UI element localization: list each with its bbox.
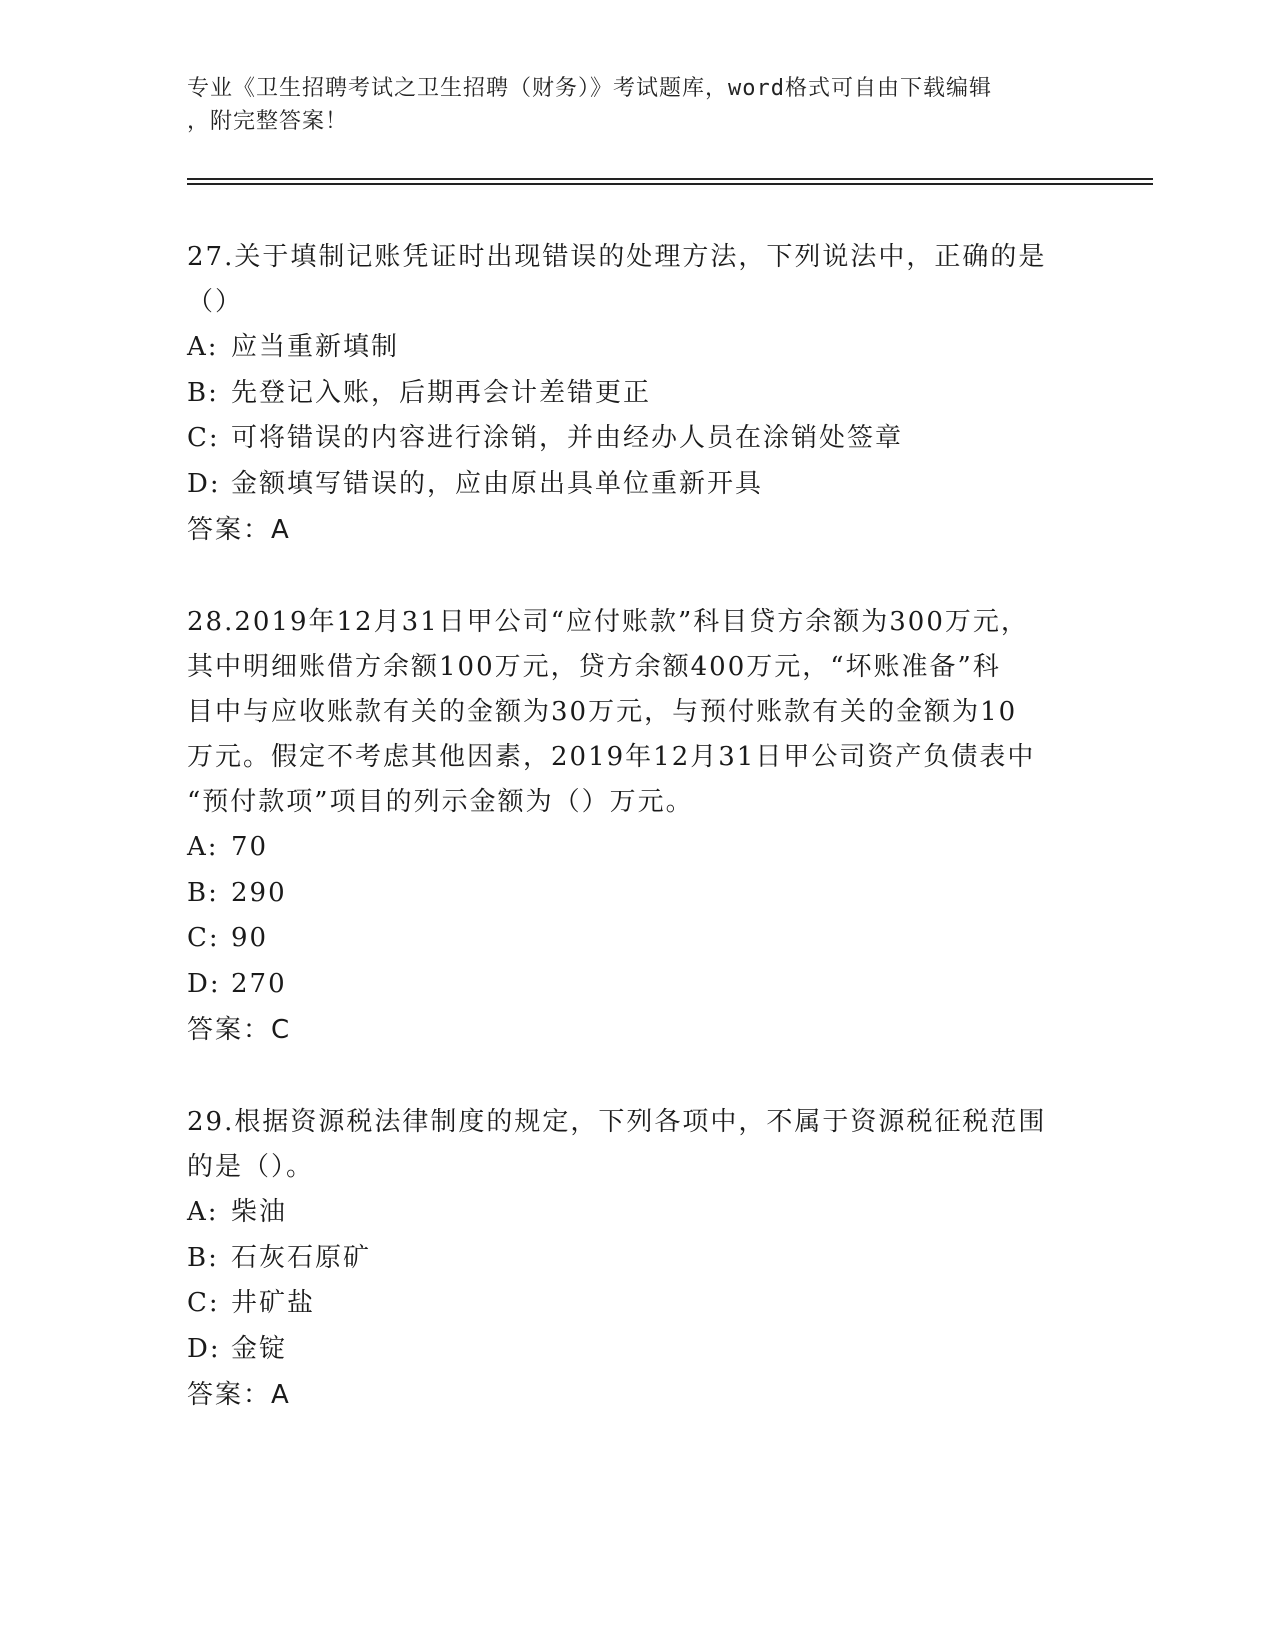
option-c (187, 1281, 1087, 1327)
option-text: 井矿盐 (231, 1288, 316, 1318)
option-key: D: (187, 1333, 221, 1364)
option-text: 290 (231, 877, 287, 908)
option-b (187, 1236, 1087, 1282)
question-text-line: 29.根据资源税法律制度的规定，下列各项中，不属于资源税征税范围 (187, 1107, 1047, 1137)
option-text: 90 (231, 923, 269, 953)
header-line-1: 专业《卫生招聘考试之卫生招聘（财务）》考试题库，word格式可自由下载编辑 (187, 76, 992, 101)
option-key: C: (187, 1288, 220, 1318)
question-text-line: （） (187, 287, 244, 317)
question-29 (187, 1100, 1087, 1418)
answer-label: 答案：A (187, 515, 291, 545)
option-text: 应当重新填制 (231, 332, 400, 362)
option-key: A: (187, 1197, 219, 1227)
option-a (187, 1190, 1087, 1236)
option-key: D: (187, 968, 221, 999)
header-line-2: ，附完整答案！ (187, 109, 349, 134)
option-key: C: (187, 423, 220, 453)
question-text-line: 27.关于填制记账凭证时出现错误的处理方法，下列说法中，正确的是 (187, 242, 1047, 272)
option-a (187, 825, 1087, 871)
option-text: 70 (231, 832, 269, 862)
option-text: 柴油 (231, 1197, 288, 1227)
option-text: 270 (231, 968, 287, 999)
question-28 (187, 600, 1087, 1053)
question-27 (187, 235, 1087, 553)
header-divider-bottom (187, 183, 1153, 185)
option-key: D: (187, 468, 221, 499)
option-d (187, 462, 1087, 508)
option-key: B: (187, 377, 219, 408)
option-b (187, 371, 1087, 417)
option-b (187, 871, 1087, 917)
option-text: 先登记入账，后期再会计差错更正 (231, 377, 652, 408)
answer-label: 答案：C (187, 1015, 292, 1045)
option-c (187, 416, 1087, 462)
option-d (187, 962, 1087, 1008)
option-text: 可将错误的内容进行涂销，并由经办人员在涂销处签章 (231, 423, 904, 453)
option-key: B: (187, 1242, 219, 1273)
document-header (187, 72, 1087, 138)
option-d (187, 1327, 1087, 1373)
option-text: 金锭 (231, 1333, 288, 1364)
question-text-line: 其中明细账借方余额100万元，贷方余额400万元，“坏账准备”科 (187, 652, 1001, 682)
answer-label: 答案：A (187, 1380, 291, 1410)
question-text-line: 的是（）。 (187, 1152, 315, 1182)
option-text: 金额填写错误的，应由原出具单位重新开具 (231, 468, 764, 499)
option-a (187, 325, 1087, 371)
option-c (187, 916, 1087, 962)
question-text-line: 目中与应收账款有关的金额为30万元，与预付账款有关的金额为10 (187, 697, 1018, 727)
question-text-line: 万元。假定不考虑其他因素，2019年12月31日甲公司资产负债表中 (187, 742, 1036, 772)
question-text-line: 28.2019年12月31日甲公司“应付账款”科目贷方余额为300万元， (187, 607, 1029, 637)
option-text: 石灰石原矿 (231, 1242, 372, 1273)
option-key: A: (187, 332, 219, 362)
question-text-line: “预付款项”项目的列示金额为（）万元。 (187, 787, 694, 817)
option-key: A: (187, 832, 219, 862)
option-key: C: (187, 923, 220, 953)
header-divider-top (187, 178, 1153, 180)
option-key: B: (187, 877, 219, 908)
